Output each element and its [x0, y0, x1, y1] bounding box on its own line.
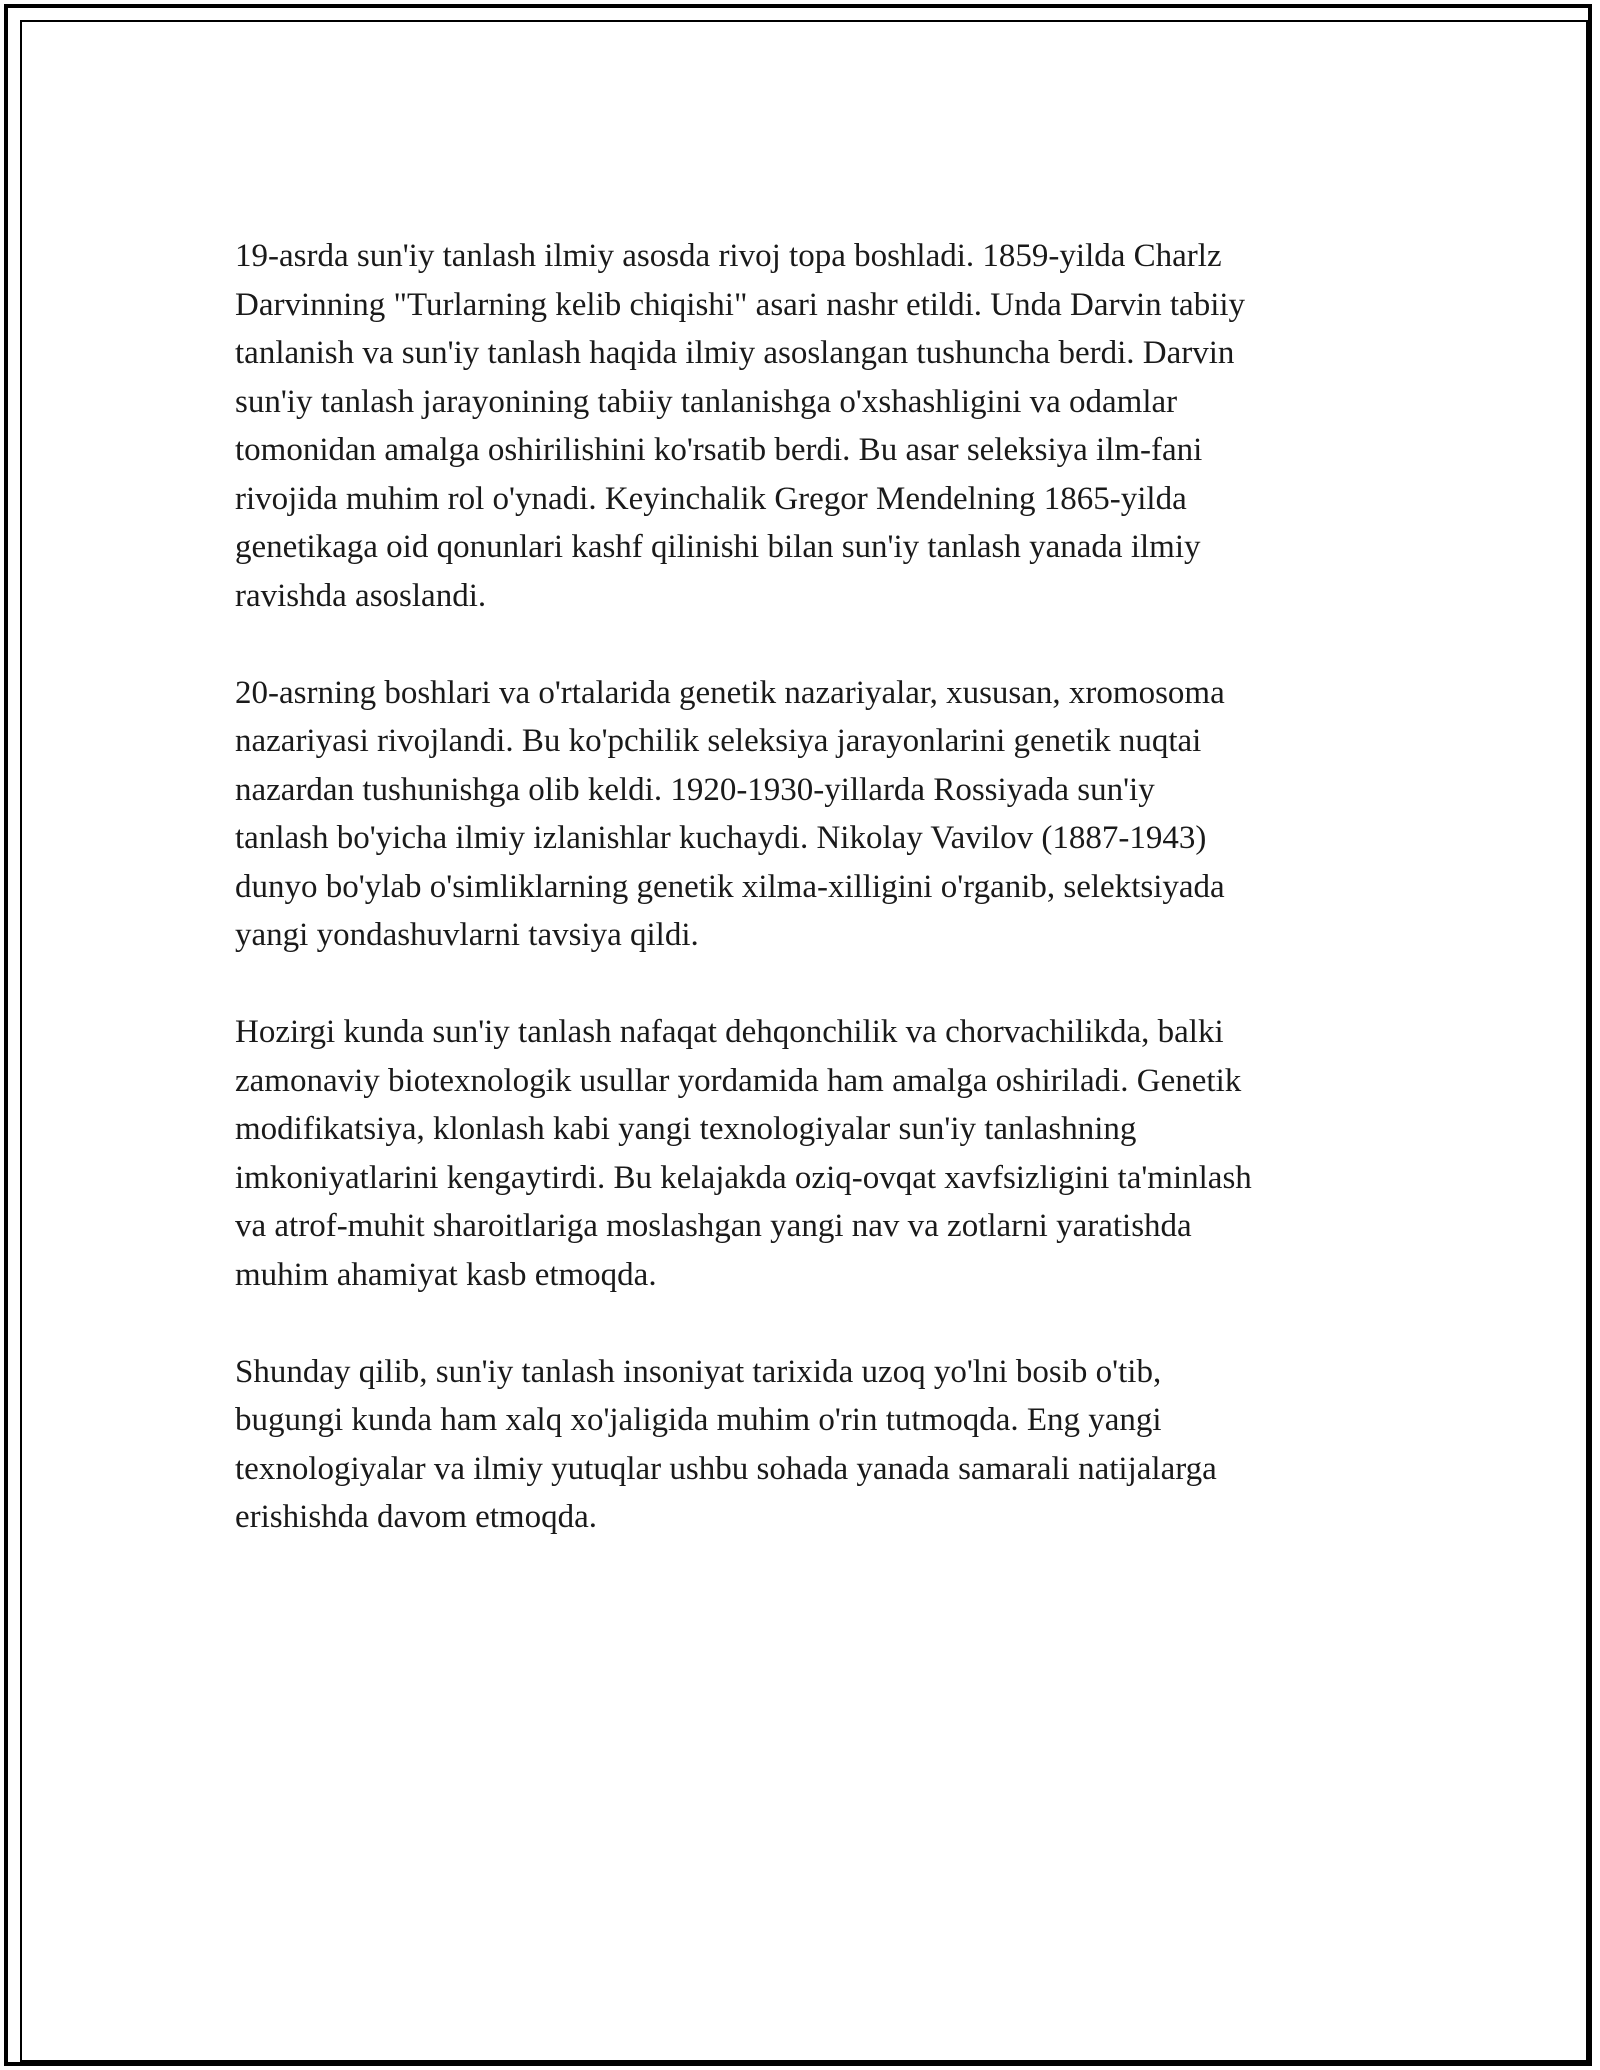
text-line: 20-asrning boshlari va o'rtalarida genetik nazariyalar, xususan, xromosoma	[235, 674, 1225, 711]
text-line: 19-asrda sun'iy tanlash ilmiy asosda rivoj topa boshladi. 1859-yilda Charlz	[235, 238, 1222, 274]
paragraph-3	[235, 1008, 1385, 1299]
text-line: nazardan tushunishga olib keldi. 1920-1930-yillarda Rossiyada sun'iy	[235, 771, 1155, 808]
text-line: ravishda asoslandi.	[235, 577, 487, 614]
document-body	[235, 232, 1385, 1590]
text-line: Shunday qilib, sun'iy tanlash insoniyat tarixida uzoq yo'lni bosib o'tib,	[235, 1353, 1162, 1390]
paragraph-4	[235, 1348, 1385, 1542]
text-line: modifikatsiya, klonlash kabi yangi texnologiyalar sun'iy tanlashning	[235, 1111, 1137, 1147]
paragraph-1	[235, 232, 1385, 620]
text-line: tanlash bo'yicha ilmiy izlanishlar kuchaydi. Nikolay Vavilov (1887-1943)	[235, 820, 1207, 856]
text-line: genetikaga oid qonunlari kashf qilinishi bilan sun'iy tanlash yanada ilmiy	[235, 529, 1201, 565]
text-line: erishishda davom etmoqda.	[235, 1499, 598, 1535]
paragraph-2	[235, 669, 1385, 960]
text-line: dunyo bo'ylab o'simliklarning genetik xilma-xilligini o'rganib, selektsiyada	[235, 868, 1225, 905]
text-line: imkoniyatlarini kengaytirdi. Bu kelajakda oziq-ovqat xavfsizligini ta'minlash	[235, 1159, 1252, 1196]
text-line: nazariyasi rivojlandi. Bu ko'pchilik seleksiya jarayonlarini genetik nuqtai	[235, 723, 1202, 759]
text-line: yangi yondashuvlarni tavsiya qildi.	[235, 917, 699, 953]
text-line: Hozirgi kunda sun'iy tanlash nafaqat dehqonchilik va chorvachilikda, balki	[235, 1014, 1224, 1050]
text-line: tomonidan amalga oshirilishini ko'rsatib berdi. Bu asar seleksiya ilm-fani	[235, 432, 1203, 468]
text-line: tanlanish va sun'iy tanlash haqida ilmiy asoslangan tushuncha berdi. Darvin	[235, 335, 1235, 371]
text-line: rivojida muhim rol o'ynadi. Keyinchalik Gregor Mendelning 1865-yilda	[235, 480, 1187, 517]
text-line: sun'iy tanlash jarayonining tabiiy tanlanishga o'xshashligini va odamlar	[235, 383, 1178, 420]
text-line: va atrof-muhit sharoitlariga moslashgan yangi nav va zotlarni yaratishda	[235, 1208, 1192, 1244]
text-line: Darvinning "Turlarning kelib chiqishi" asari nashr etildi. Unda Darvin tabiiy	[235, 286, 1246, 323]
text-line: zamonaviy biotexnologik usullar yordamida ham amalga oshiriladi. Genetik	[235, 1062, 1242, 1099]
text-line: muhim ahamiyat kasb etmoqda.	[235, 1256, 657, 1293]
text-line: bugungi kunda ham xalq xo'jaligida muhim o'rin tutmoqda. Eng yangi	[235, 1402, 1162, 1438]
text-line: texnologiyalar va ilmiy yutuqlar ushbu sohada yanada samarali natijalarga	[235, 1450, 1217, 1487]
